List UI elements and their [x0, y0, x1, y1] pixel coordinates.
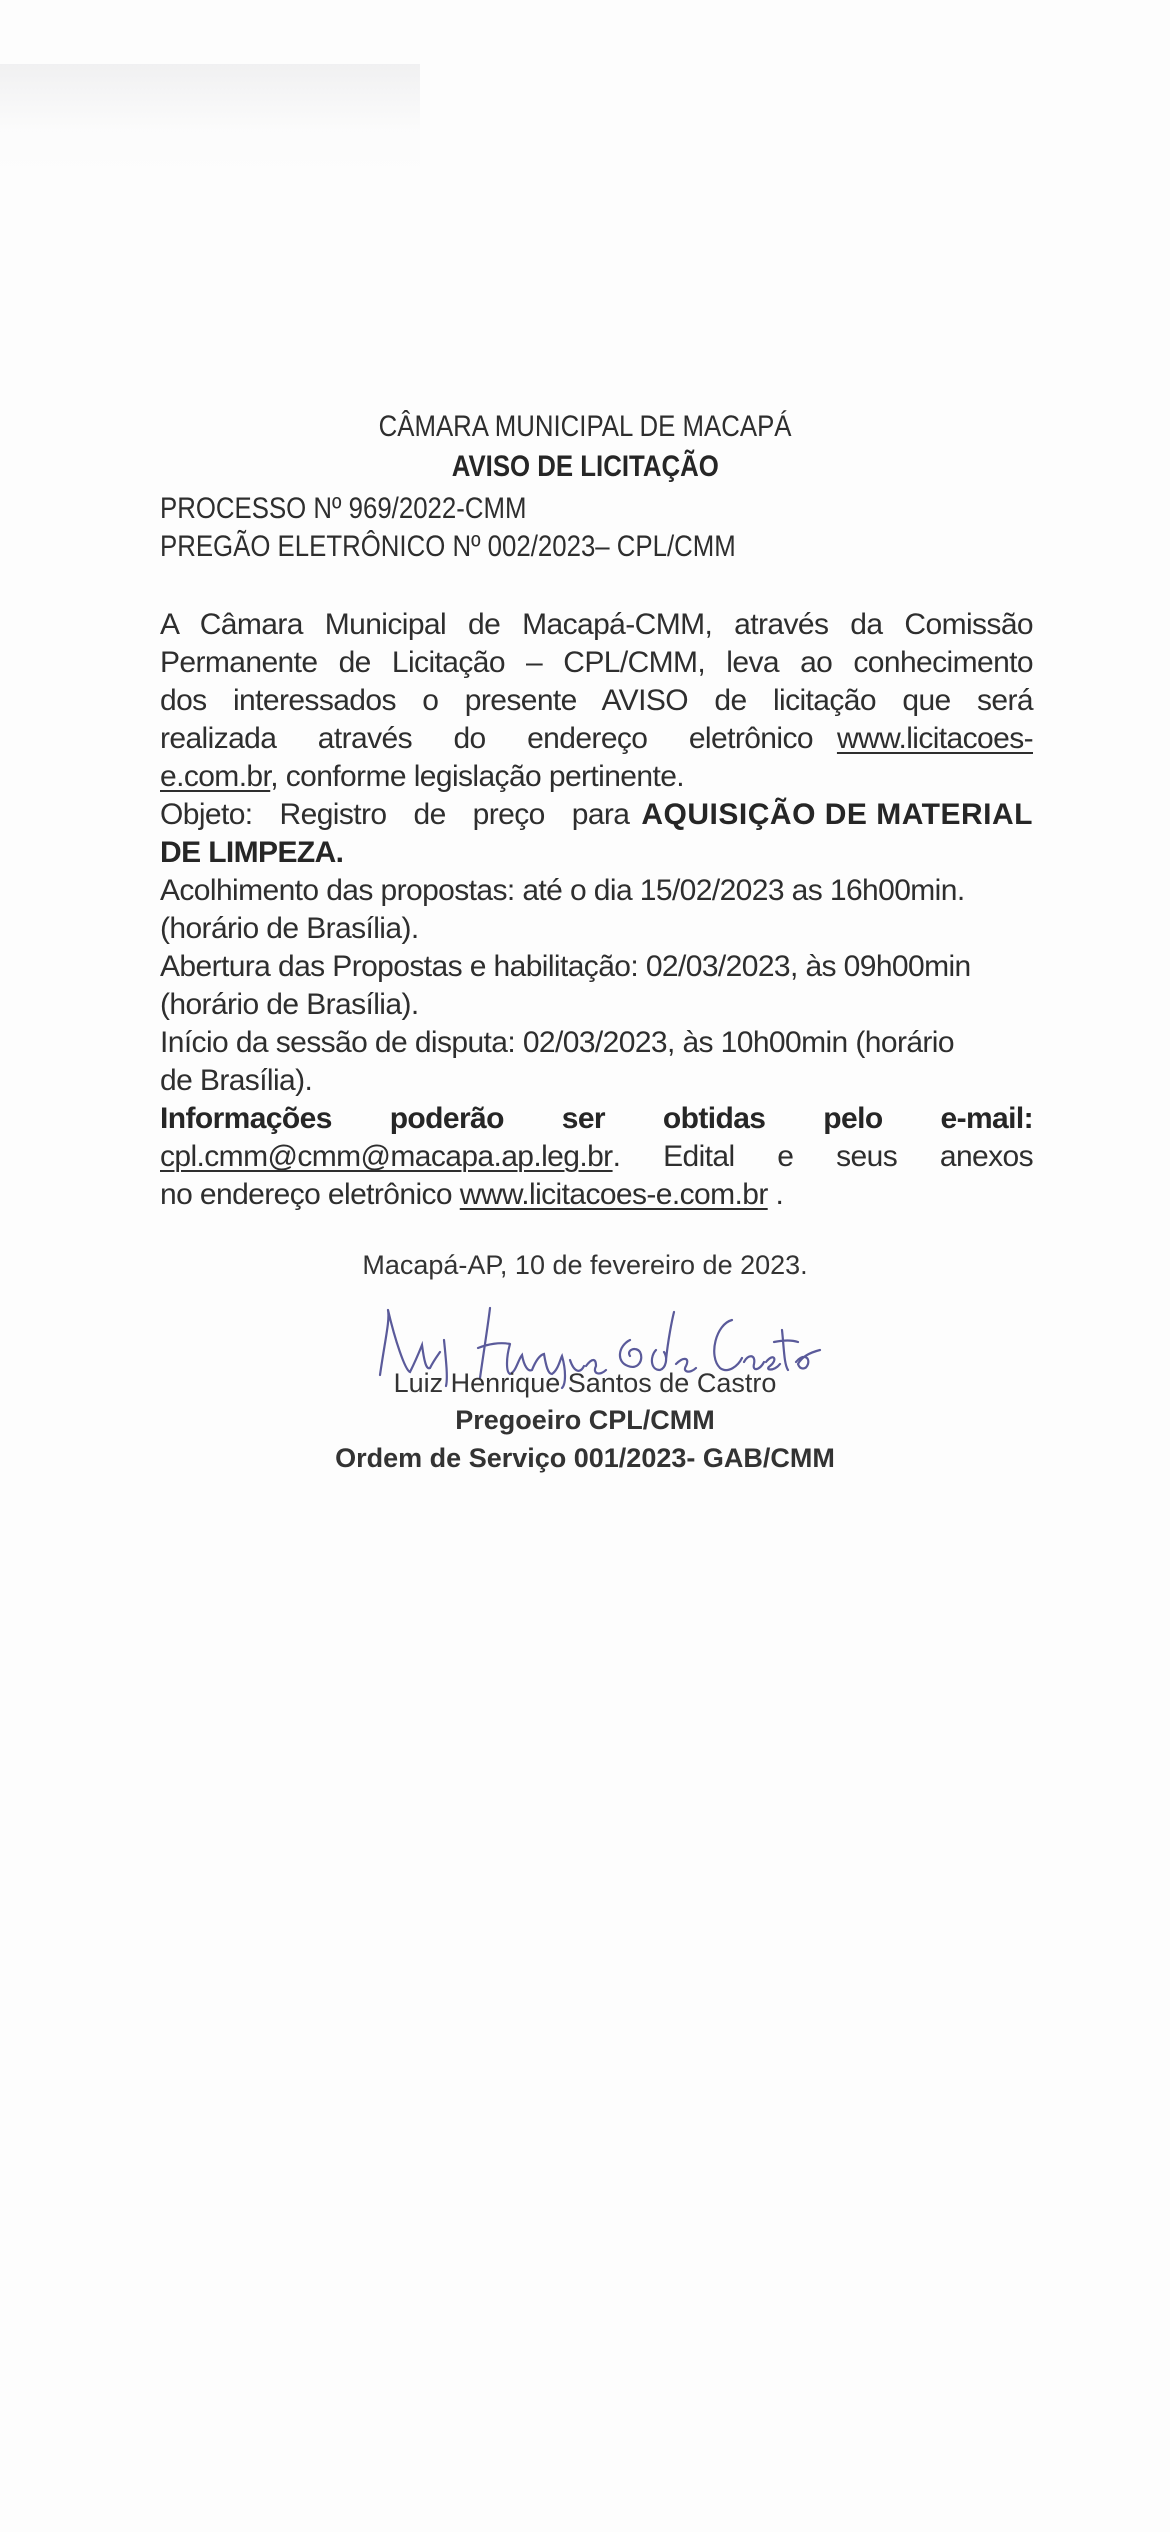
institution-heading: CÂMARA MUNICIPAL DE MACAPÁ — [378, 410, 792, 443]
service-order: Ordem de Serviço 001/2023- GAB/CMM — [335, 1443, 835, 1473]
objeto-line-2: DE LIMPEZA. — [160, 836, 344, 869]
process-number: PROCESSO Nº 969/2022-CMM — [160, 492, 527, 525]
intro-line-with-link: realizada através do endereço eletrônico www.licitacoes- — [160, 720, 1033, 758]
edital-site-link[interactable]: www.licitacoes-e.com.br — [459, 1178, 768, 1211]
pregao-number: PREGÃO ELETRÔNICO Nº 002/2023– CPL/CMM — [160, 530, 736, 563]
abertura-line-2: (horário de Brasília). — [160, 988, 419, 1021]
info-line: Informações poderão ser obtidas pelo e-mail: — [160, 1102, 1033, 1135]
info-email-line: cpl.cmm@cmm@macapa.ap.leg.br . Edital e seus anexos — [160, 1138, 1033, 1176]
info-site-line: no endereço eletrônico www.licitacoes-e.com.br . — [160, 1178, 784, 1211]
intro-line: A Câmara Municipal de Macapá-CMM, através da Comissão — [160, 608, 1033, 641]
acolhimento-line-2: (horário de Brasília). — [160, 912, 419, 945]
signer-name: Luiz Henrique Santos de Castro — [393, 1368, 777, 1398]
abertura-line: Abertura das Propostas e habilitação: 02/03/2023, às 09h00min — [160, 950, 971, 983]
licitacoes-link-part2[interactable]: e.com.br — [160, 760, 271, 793]
inicio-line-2: de Brasília). — [160, 1064, 313, 1097]
notice-body — [160, 606, 1033, 1214]
signer-role: Pregoeiro CPL/CMM — [455, 1405, 715, 1435]
objeto-line: Objeto: Registro de preço para AQUISIÇÃO DE MATERIAL — [160, 798, 1033, 831]
contact-email-link[interactable]: cpl.cmm@cmm@macapa.ap.leg.br — [160, 1140, 613, 1173]
acolhimento-line: Acolhimento das propostas: até o dia 15/02/2023 as 16h00min. — [160, 874, 965, 907]
intro-line: Permanente de Licitação – CPL/CMM, leva ao conhecimento — [160, 646, 1033, 679]
notice-title: AVISO DE LICITAÇÃO — [451, 450, 719, 483]
inicio-line: Início da sessão de disputa: 02/03/2023, às 10h00min (horário — [160, 1026, 954, 1059]
licitacoes-link-part1[interactable]: www.licitacoes- — [836, 722, 1033, 755]
intro-line: dos interessados o presente AVISO de licitação que será — [160, 684, 1033, 717]
intro-line-tail: e.com.br, conforme legislação pertinente. — [160, 760, 685, 793]
place-date: Macapá-AP, 10 de fevereiro de 2023. — [362, 1250, 808, 1280]
